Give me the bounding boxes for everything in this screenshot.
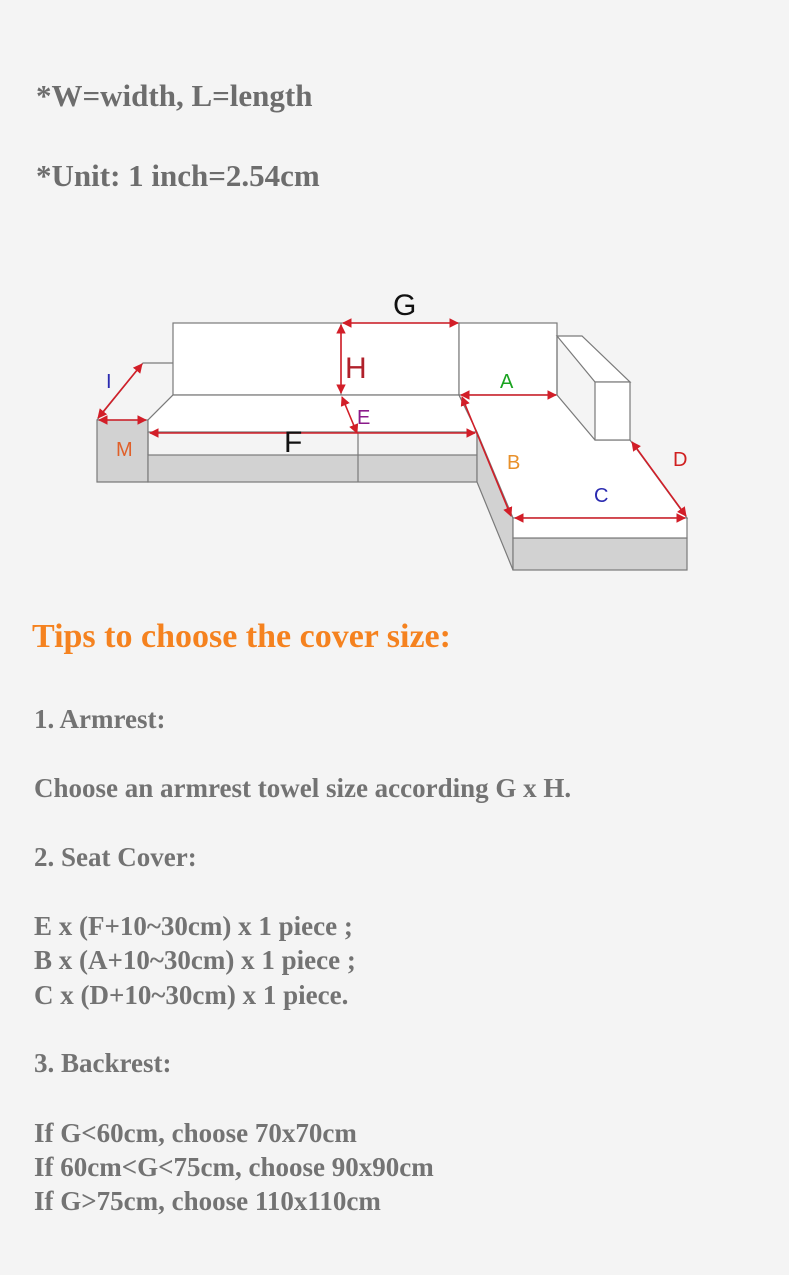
backrest-line-2: If 60cm<G<75cm, choose 90x90cm xyxy=(34,1152,434,1182)
label-a: A xyxy=(500,371,514,393)
label-d: D xyxy=(673,449,688,471)
armrest-heading: 1. Armrest: xyxy=(34,704,166,734)
width-length-note: *W=width, L=length xyxy=(36,78,313,113)
backrest-line-3: If G>75cm, choose 110x110cm xyxy=(34,1186,381,1216)
label-f: F xyxy=(284,426,303,459)
seat-line-1: E x (F+10~30cm) x 1 piece ; xyxy=(34,911,353,941)
label-m: M xyxy=(116,439,133,461)
sofa-dimension-diagram xyxy=(0,0,789,600)
seat-front xyxy=(148,455,477,482)
i-arrow xyxy=(98,364,142,418)
right-armrest-top xyxy=(557,336,630,382)
seat-top xyxy=(148,395,477,432)
unit-note: *Unit: 1 inch=2.54cm xyxy=(36,158,320,193)
back-cushion-left xyxy=(173,323,459,395)
label-e: E xyxy=(357,407,371,429)
label-i: I xyxy=(106,371,112,393)
right-armrest-front xyxy=(595,382,630,440)
label-g: G xyxy=(393,289,417,322)
backrest-line-1: If G<60cm, choose 70x70cm xyxy=(34,1118,357,1148)
sofa-outline xyxy=(97,323,687,570)
label-h: H xyxy=(345,352,367,385)
label-c: C xyxy=(594,485,609,507)
armrest-text: Choose an armrest towel size according G x H. xyxy=(34,773,572,803)
chaise-front xyxy=(513,538,687,570)
seat-line-2: B x (A+10~30cm) x 1 piece ; xyxy=(34,945,356,975)
tips-title: Tips to choose the cover size: xyxy=(32,618,451,655)
seat-heading: 2. Seat Cover: xyxy=(34,842,197,872)
backrest-heading: 3. Backrest: xyxy=(34,1048,172,1078)
label-b: B xyxy=(507,452,521,474)
seat-line-3: C x (D+10~30cm) x 1 piece. xyxy=(34,980,349,1010)
